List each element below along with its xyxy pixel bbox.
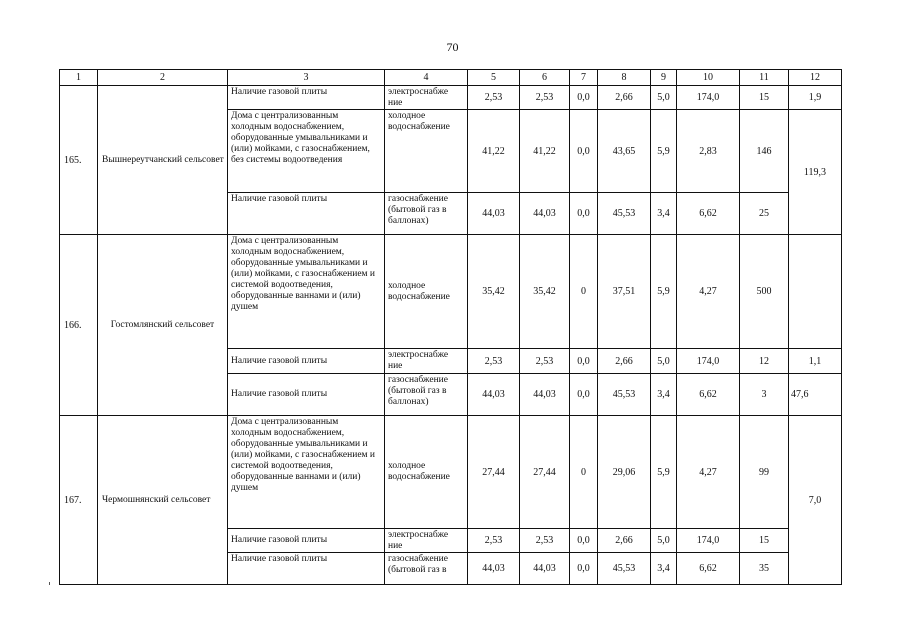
header-cell: 11: [740, 70, 789, 86]
cell-value: 5,0: [651, 86, 677, 110]
cell-value: 35: [740, 553, 789, 585]
cell-value: 4,27: [677, 235, 740, 349]
header-cell: 6: [520, 70, 570, 86]
group-index: 165.: [60, 86, 98, 235]
cell-value: 12: [740, 349, 789, 374]
cell-value: 5,0: [651, 349, 677, 374]
resource-text: электроснабже ние: [388, 87, 449, 108]
cell-value: 5,9: [651, 235, 677, 349]
cell-value: 6,62: [677, 553, 740, 585]
cell-value: 0: [570, 235, 598, 349]
group-total: 7,0: [789, 416, 842, 585]
cell-value: 25: [740, 193, 789, 235]
cell-value: 2,53: [520, 529, 570, 553]
row-description: Наличие газовой плиты: [228, 529, 385, 553]
cell-value: 41,22: [468, 110, 520, 193]
cell-value: 0: [570, 416, 598, 529]
header-row: [60, 70, 842, 86]
row-resource: газоснабжение (бытовой газ в баллонах): [385, 374, 468, 416]
cell-value: 15: [740, 86, 789, 110]
cell-value: 27,44: [468, 416, 520, 529]
cell-value: 2,53: [520, 86, 570, 110]
row-resource: холодное водоснабжение: [385, 235, 468, 349]
cell-value: [789, 235, 842, 349]
row-description: Наличие газовой плиты: [228, 553, 385, 585]
cell-value: 5,9: [651, 416, 677, 529]
cell-value: 1,1: [789, 349, 842, 374]
cell-value: 27,44: [520, 416, 570, 529]
cell-value: 45,53: [598, 193, 651, 235]
row-description: Наличие газовой плиты: [228, 349, 385, 374]
group-name: Гостомлянский сельсовет: [98, 235, 228, 416]
group-name: Вышнереутчанский сельсовет: [98, 86, 228, 235]
table-row: [60, 416, 842, 529]
page-number: 70: [446, 40, 459, 54]
header-cell: 1: [60, 70, 98, 86]
cell-value: 44,03: [468, 553, 520, 585]
cell-value: 47,6: [789, 374, 842, 416]
header-cell: 10: [677, 70, 740, 86]
cell-value: 500: [740, 235, 789, 349]
header-cell: 2: [98, 70, 228, 86]
cell-value: 2,53: [468, 86, 520, 110]
cell-value: 1,9: [789, 86, 842, 110]
cell-value: 2,66: [598, 86, 651, 110]
cell-value: 43,65: [598, 110, 651, 193]
cell-value: 0,0: [570, 553, 598, 585]
cell-value: 44,03: [520, 193, 570, 235]
header-cell: 8: [598, 70, 651, 86]
table-row: [60, 86, 842, 110]
row-resource: [385, 349, 468, 374]
cell-value: 0,0: [570, 529, 598, 553]
cell-value: 2,53: [520, 349, 570, 374]
resource-text: электроснабже ние: [388, 350, 449, 371]
cell-value: 174,0: [677, 86, 740, 110]
row-description: Дома с централизованным холодным водоснабжением, оборудованные умывальниками и (или) мойками, с газоснабжением и системой водоотведения, оборудованные ваннами и (или) душем: [228, 416, 385, 529]
cell-value: 0,0: [570, 374, 598, 416]
cell-value: 2,66: [598, 349, 651, 374]
header-cell: 5: [468, 70, 520, 86]
table-row: [60, 235, 842, 349]
cell-value: 5,0: [651, 529, 677, 553]
cell-value: 3,4: [651, 193, 677, 235]
cell-value: 0,0: [570, 193, 598, 235]
cell-value: 2,66: [598, 529, 651, 553]
header-cell: 3: [228, 70, 385, 86]
row-resource: [385, 86, 468, 110]
cell-value: 3,4: [651, 553, 677, 585]
cell-value: 2,83: [677, 110, 740, 193]
cell-value: 45,53: [598, 553, 651, 585]
cell-value: 6,62: [677, 374, 740, 416]
cell-value: 41,22: [520, 110, 570, 193]
cell-value: 35,42: [520, 235, 570, 349]
margin-mark: [49, 582, 50, 585]
cell-value: 15: [740, 529, 789, 553]
row-description: Наличие газовой плиты: [228, 193, 385, 235]
row-resource: холодное водоснабжение: [385, 110, 468, 193]
group-index: 167.: [60, 416, 98, 585]
cell-value: 99: [740, 416, 789, 529]
cell-value: 174,0: [677, 349, 740, 374]
header-cell: 12: [789, 70, 842, 86]
cell-value: 44,03: [520, 374, 570, 416]
resource-text: электроснабже ние: [388, 530, 449, 551]
cell-value: 6,62: [677, 193, 740, 235]
row-description: Наличие газовой плиты: [228, 86, 385, 110]
cell-value: 4,27: [677, 416, 740, 529]
cell-value: 44,03: [520, 553, 570, 585]
cell-value: 45,53: [598, 374, 651, 416]
row-resource: [385, 553, 468, 585]
header-cell: 9: [651, 70, 677, 86]
cell-value: 37,51: [598, 235, 651, 349]
group-total: 119,3: [789, 110, 842, 235]
row-resource: холодное водоснабжение: [385, 416, 468, 529]
cell-value: 146: [740, 110, 789, 193]
cell-value: 0,0: [570, 349, 598, 374]
row-description: Наличие газовой плиты: [228, 374, 385, 416]
cell-value: 0,0: [570, 110, 598, 193]
cell-value: 35,42: [468, 235, 520, 349]
cell-value: 2,53: [468, 529, 520, 553]
group-name: Чермошнянский сельсовет: [98, 416, 228, 585]
cell-value: 44,03: [468, 374, 520, 416]
cell-value: 3: [740, 374, 789, 416]
group-index: 166.: [60, 235, 98, 416]
row-description: Дома с централизованным холодным водоснабжением, оборудованные умывальниками и (или) мойками, с газоснабжением и системой водоотведения, оборудованные ваннами и (или) душем: [228, 235, 385, 349]
cell-value: 5,9: [651, 110, 677, 193]
cell-value: 174,0: [677, 529, 740, 553]
cell-value: 2,53: [468, 349, 520, 374]
cell-value: 3,4: [651, 374, 677, 416]
row-resource: [385, 529, 468, 553]
cell-value: 29,06: [598, 416, 651, 529]
header-cell: 7: [570, 70, 598, 86]
row-description: Дома с централизованным холодным водоснабжением, оборудованные умывальниками и (или) мойками, с газоснабжением, без системы водоотведения: [228, 110, 385, 193]
header-cell: 4: [385, 70, 468, 86]
tariff-table: [59, 69, 842, 585]
cell-value: 44,03: [468, 193, 520, 235]
cell-value: 0,0: [570, 86, 598, 110]
row-resource: газоснабжение (бытовой газ в баллонах): [385, 193, 468, 235]
resource-text: газоснабжение (бытовой газ в: [388, 554, 448, 575]
